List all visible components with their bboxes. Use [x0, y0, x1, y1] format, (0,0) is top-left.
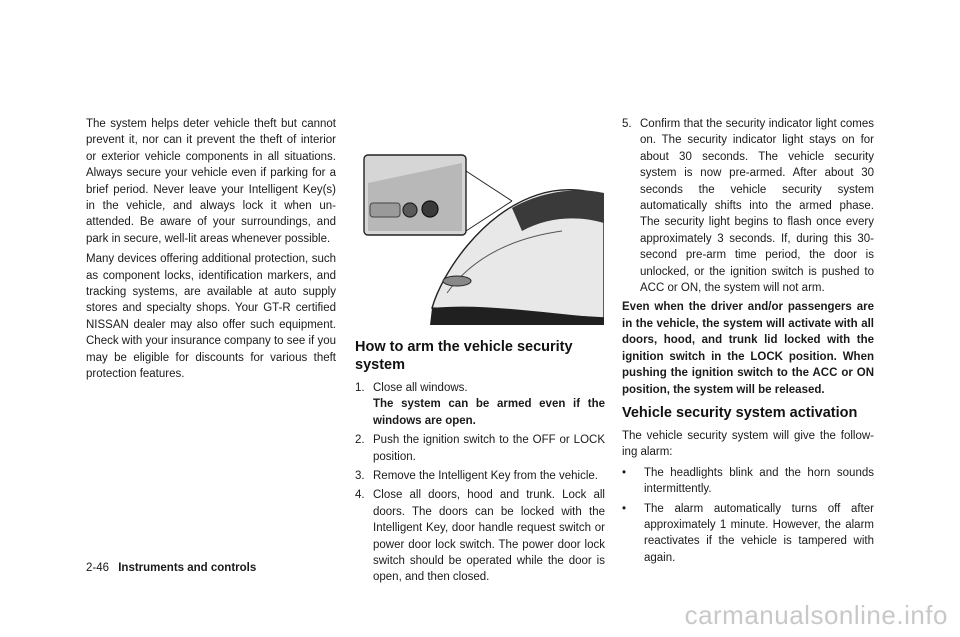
inset-slot — [370, 203, 400, 217]
armed-note: Even when the driver and/or passengers are in the vehicle, the system will activate with all doors, hood, and trunk lid locked with the ignition switch in the LOCK position. When pushing the ignition switch to the ACC or ON position, the system will be released. — [622, 301, 874, 396]
middle-column — [355, 334, 605, 589]
step-2: 2. Push the ignition switch to the OFF or LOCK position. — [355, 434, 605, 463]
step-1: 1. Close all windows. The system can be armed even if the windows are open. — [355, 382, 605, 427]
section-title: Instruments and controls — [118, 562, 257, 574]
security-switch-illustration — [362, 153, 604, 325]
activation-intro: The vehicle security system will give the follow-ing alarm: — [622, 429, 874, 459]
step-3: 3. Remove the Intelligent Key from the vehicle. — [355, 470, 599, 483]
page-number: 2-46 — [86, 562, 110, 574]
arm-heading: How to arm the vehicle security system — [355, 339, 573, 373]
step-4: 4. Close all doors, hood and trunk. Lock all doors. The doors can be locked with the Intelligent Key, door handle request switch or power door lock switch. The power door lock switch should be operated while the door is open, and then closed. — [355, 489, 605, 584]
page-footer — [86, 562, 256, 574]
step-1-note: The system can be armed even if the windows are open. — [373, 398, 605, 427]
intro-paragraph: The system helps deter vehicle theft but cannot prevent it, nor can it prevent the theft of interior or exterior vehicle components in all situations. Always secure your vehicle even if parking for a brief period. Never leave your Intelligent Key(s) in the vehicle, and always lock it when un-attended. Be aware of your surroundings, and park in secure, well-lit areas whenever possible. — [86, 118, 336, 245]
alarm-bullet-1: • The headlights blink and the horn sounds intermittently. — [622, 466, 874, 496]
callout-line — [466, 171, 512, 201]
car-headlight — [443, 276, 471, 286]
left-column — [86, 116, 336, 387]
ignition-switch — [422, 201, 438, 217]
watermark: carmanualsonline.info — [684, 600, 948, 630]
right-column — [622, 116, 874, 569]
protection-paragraph: Many devices offering additional protection, such as component locks, identification markers, and tracking systems, are available at auto supply stores and specialty shops. Your GT-R certified NISSAN dealer may also offer such equipment. Check with your insurance company to see if you may be eligible for discounts for various theft protection features. — [86, 253, 336, 381]
step-1-text: Close all windows. — [373, 382, 468, 394]
activation-heading: Vehicle security system activation — [622, 404, 858, 421]
alarm-bullet-2: • The alarm automatically turns off after approximately 1 minute. However, the alarm reactivates if the vehicle is tampered with again. — [622, 502, 874, 564]
step-5: 5. Confirm that the security indicator light comes on. The security indicator light stays on for about 30 seconds. The vehicle security system is now pre-armed. After about 30 seconds the vehicle security system automatically shifts into the armed phase. The security light begins to flash once every approximately 3 seconds. If, during this 30-second pre-arm time period, the door is unlocked, or the ignition switch is pushed to ACC or ON, the system will not arm. — [622, 118, 874, 295]
security-indicator-light — [403, 203, 417, 217]
